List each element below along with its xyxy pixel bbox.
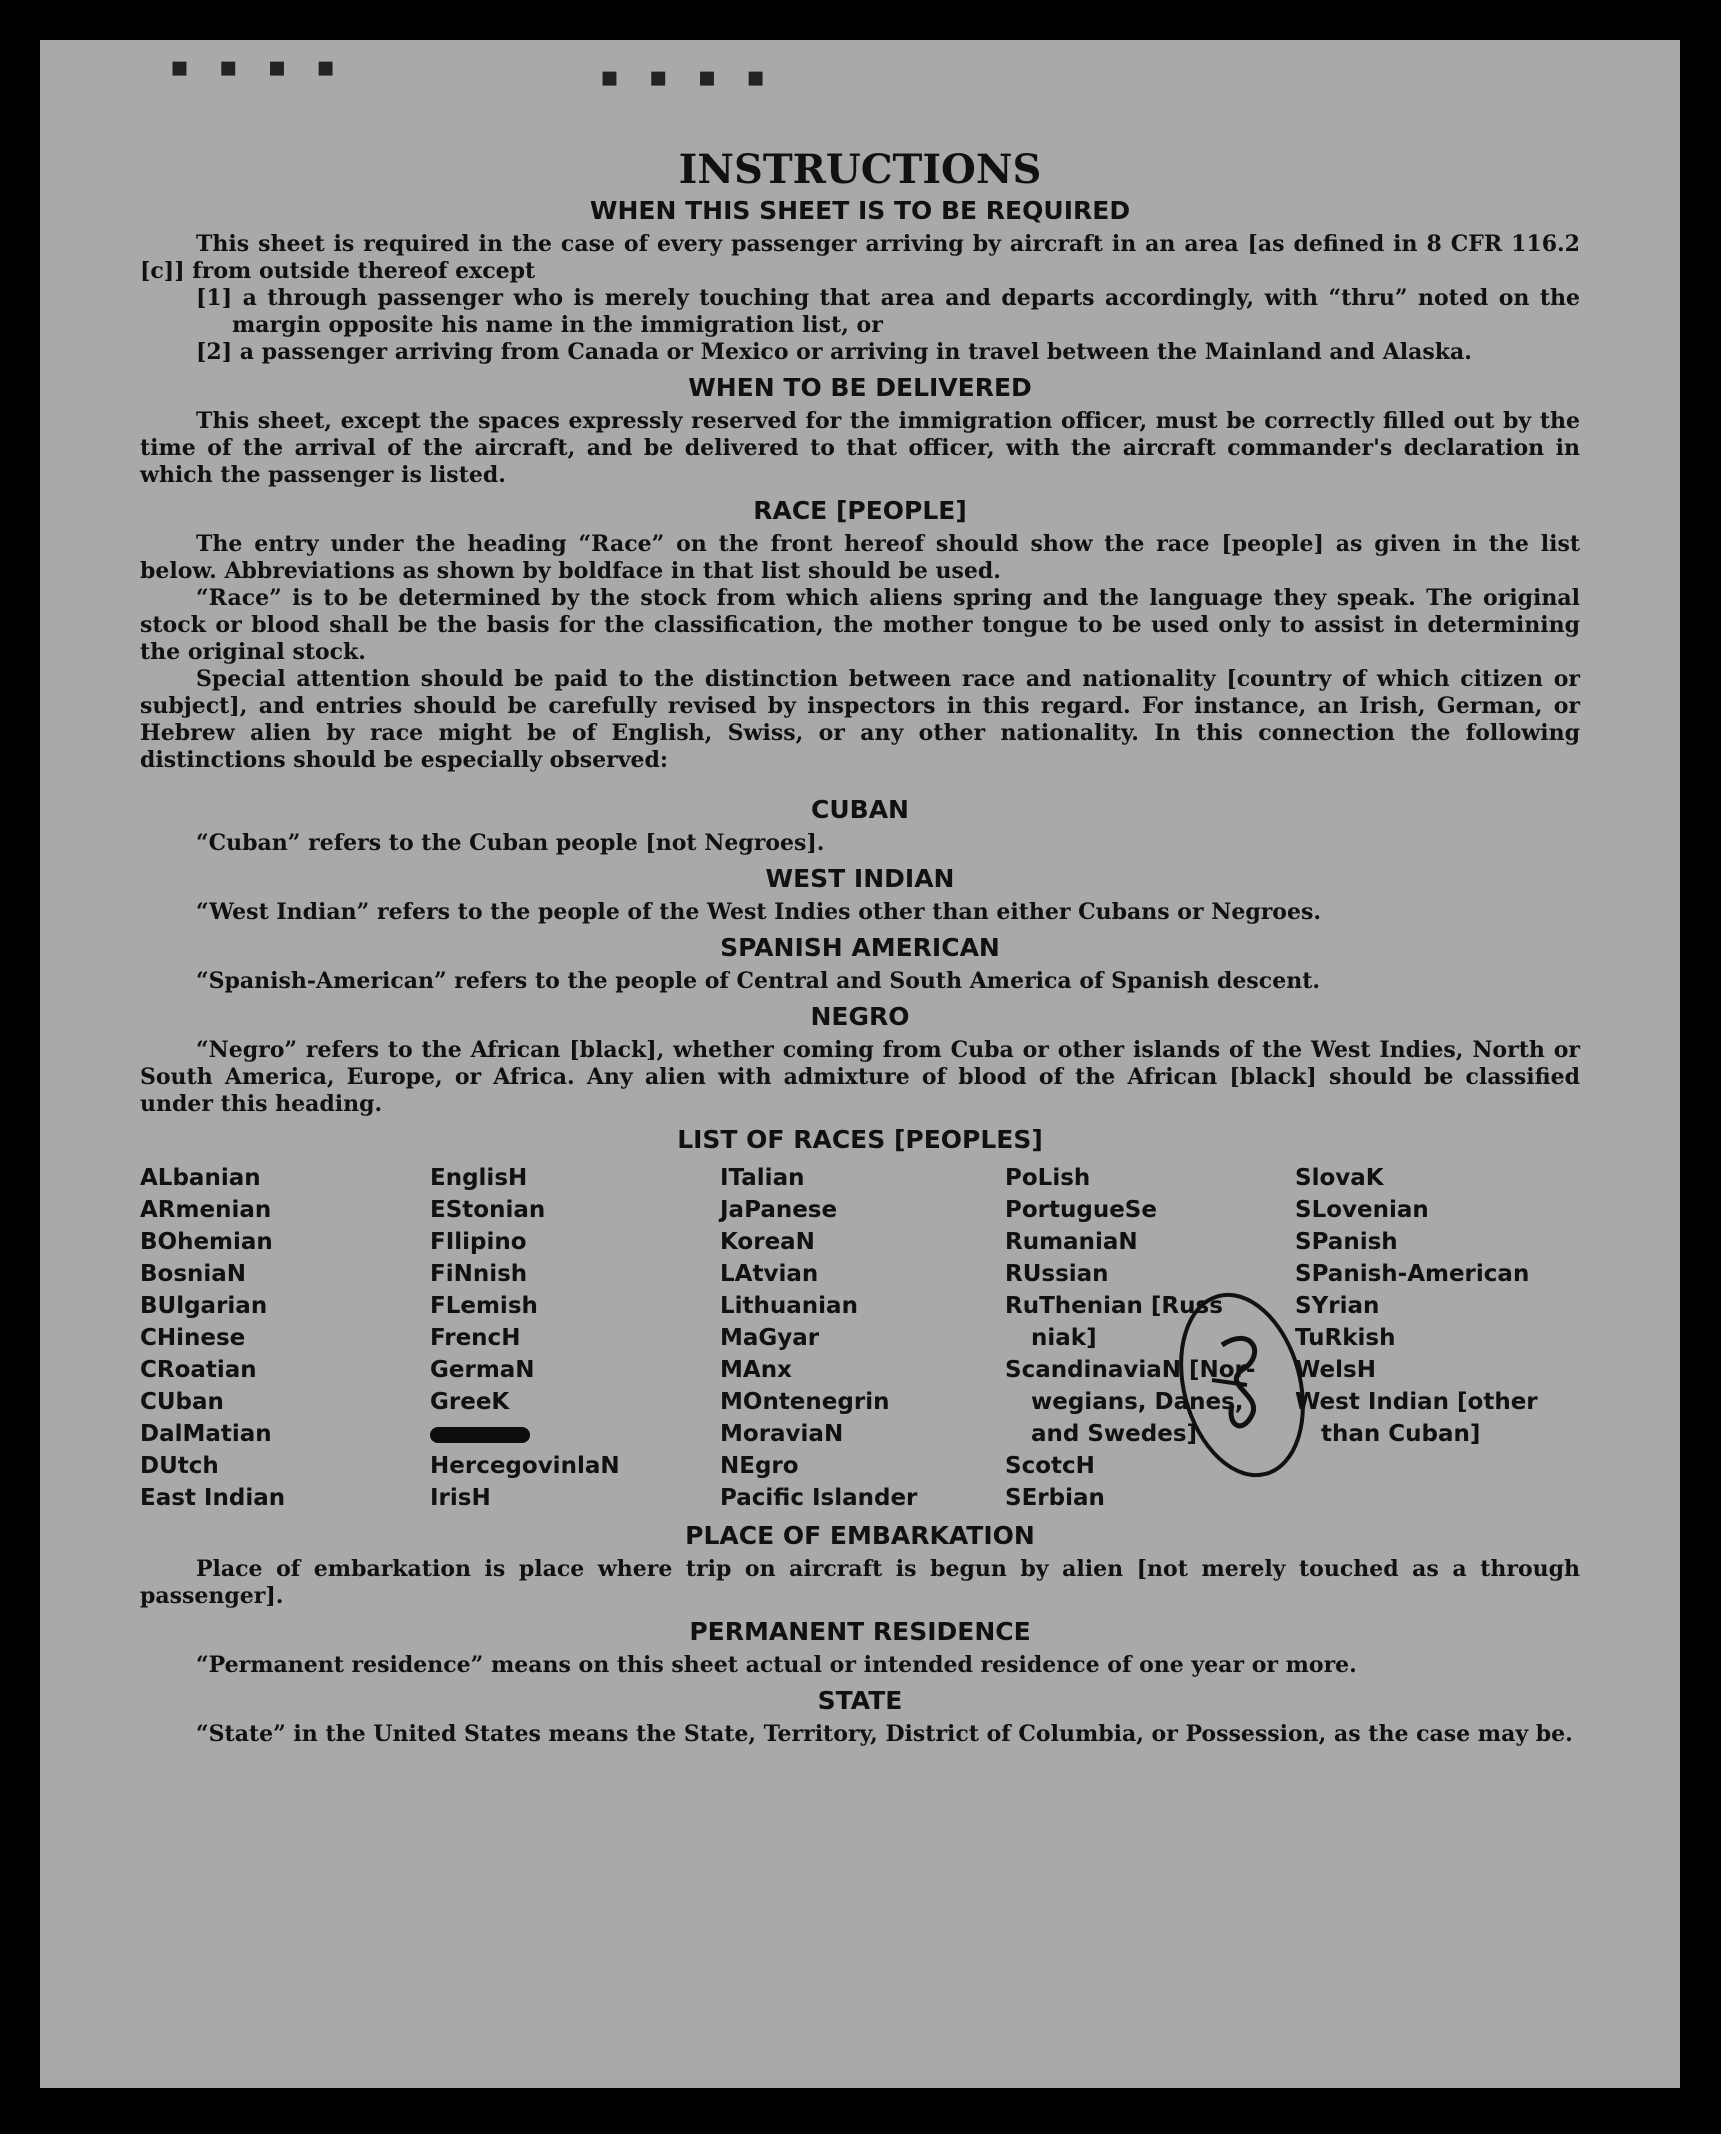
document-page: [40, 40, 1680, 2088]
heading-place-of-embarkation: PLACE OF EMBARKATION: [685, 1521, 1035, 1550]
race-item: EStonian: [430, 1197, 546, 1223]
race-item: RuThenian [Russ: [1005, 1293, 1223, 1319]
heading-race: RACE [PEOPLE]: [753, 496, 967, 525]
para-place-of-embarkation: Place of embarkation is place where trip on aircraft is begun by alien [not merely touched as a through passenger].: [140, 1556, 1580, 1609]
exception-2: [2] a passenger arriving from Canada or Mexico or arriving in travel between the Mainland and Alaska.: [196, 339, 1472, 365]
scan-specks-left: ▪ ▪ ▪ ▪: [170, 50, 346, 83]
heading-list-of-races: LIST OF RACES [PEOPLES]: [677, 1125, 1043, 1154]
race-item: West Indian [other: [1295, 1389, 1538, 1415]
para-west-indian: “West Indian” refers to the people of the West Indies other than either Cubans or Negroes.: [196, 899, 1322, 925]
race-item: GreeK: [430, 1389, 510, 1415]
race-item: RumaniaN: [1005, 1229, 1138, 1255]
races-column-5: [1295, 1162, 1575, 1514]
para-race-3: Special attention should be paid to the distinction between race and nationality [country of which citizen or subject], and entries should be carefully revised by inspectors in this regard. For instance, an Irish, German, or Hebrew alien by race might be of English, Swiss, or any other nationality. In this connection the following distinctions should be especially observed:: [140, 666, 1580, 773]
race-item: CRoatian: [140, 1357, 257, 1383]
para-spanish-american: “Spanish-American” refers to the people of Central and South America of Spanish descent.: [196, 968, 1321, 994]
race-item: KoreaN: [720, 1229, 815, 1255]
race-item: PoLish: [1005, 1165, 1091, 1191]
race-item-continued: wegians, Danes,: [1031, 1389, 1244, 1415]
para-when-delivered: This sheet, except the spaces expressly reserved for the immigration officer, must be correctly filled out by the time of the arrival of the aircraft, and be delivered to that officer, with the aircraft commander's declaration in which the passenger is listed.: [140, 408, 1580, 488]
heading-state: STATE: [817, 1686, 903, 1715]
page-title: INSTRUCTIONS: [678, 146, 1042, 193]
race-item: CHinese: [140, 1325, 246, 1351]
race-item-continued: and Swedes]: [1031, 1421, 1198, 1447]
para-negro: “Negro” refers to the African [black], whether coming from Cuba or other islands of the West Indies, North or South America, Europe, or Africa. Any alien with admixture of blood of the African [black] should be classified under this heading.: [140, 1037, 1580, 1117]
race-item: East Indian: [140, 1485, 286, 1511]
races-column-2: [430, 1162, 720, 1514]
exception-1: [1] a through passenger who is merely touching that area and departs accordingly, with “thru” noted on the margin opposite his name in the immigration list, or: [196, 285, 1580, 338]
race-item: LAtvian: [720, 1261, 819, 1287]
heading-when-required: WHEN THIS SHEET IS TO BE REQUIRED: [589, 196, 1131, 225]
race-item: MOntenegrin: [720, 1389, 890, 1415]
race-item: FLemish: [430, 1293, 538, 1319]
race-item: MAnx: [720, 1357, 792, 1383]
race-item: MaGyar: [720, 1325, 820, 1351]
race-item: TuRkish: [1295, 1325, 1396, 1351]
race-item: ScotcH: [1005, 1453, 1095, 1479]
races-column-1: [140, 1162, 430, 1514]
instructions-content: [140, 145, 1580, 1748]
race-item: SYrian: [1295, 1293, 1380, 1319]
race-item: BOhemian: [140, 1229, 273, 1255]
race-item: FrencH: [430, 1325, 521, 1351]
heading-west-indian: WEST INDIAN: [765, 864, 955, 893]
race-item: SLovenian: [1295, 1197, 1429, 1223]
para-race-1: The entry under the heading “Race” on the front hereof should show the race [people] as given in the list below. Abbreviations as shown by boldface in that list should be used.: [140, 531, 1580, 584]
race-item: Pacific Islander: [720, 1485, 918, 1511]
race-item: HercegovinlaN: [430, 1453, 620, 1479]
scan-specks-center: ▪ ▪ ▪ ▪: [600, 60, 776, 93]
race-item: JaPanese: [720, 1197, 838, 1223]
para-cuban: “Cuban” refers to the Cuban people [not Negroes].: [196, 830, 825, 856]
race-item: BUlgarian: [140, 1293, 268, 1319]
heading-permanent-residence: PERMANENT RESIDENCE: [689, 1617, 1031, 1646]
race-item: ITalian: [720, 1165, 805, 1191]
race-item: DalMatian: [140, 1421, 272, 1447]
race-item: IrisH: [430, 1485, 491, 1511]
race-item: CUban: [140, 1389, 224, 1415]
races-list: [140, 1162, 1580, 1514]
races-column-3: [720, 1162, 1005, 1514]
race-item: FIlipino: [430, 1229, 527, 1255]
race-item: WelsH: [1295, 1357, 1376, 1383]
race-item: ScandinaviaN [Nor-: [1005, 1357, 1256, 1383]
race-item: EnglisH: [430, 1165, 528, 1191]
race-item: ALbanian: [140, 1165, 261, 1191]
race-item: DUtch: [140, 1453, 219, 1479]
race-item: FiNnish: [430, 1261, 528, 1287]
para-state: “State” in the United States means the State, Territory, District of Columbia, or Possession, as the case may be.: [196, 1721, 1573, 1747]
heading-negro: NEGRO: [810, 1002, 910, 1031]
race-item: SPanish: [1295, 1229, 1398, 1255]
para-when-required: This sheet is required in the case of every passenger arriving by aircraft in an area [as defined in 8 CFR 116.2 [c]] from outside thereof except: [140, 231, 1580, 284]
para-race-2: “Race” is to be determined by the stock from which aliens spring and the language they speak. The original stock or blood shall be the basis for the classification, the mother tongue to be used only to assist in determining the original stock.: [140, 585, 1580, 665]
race-item: Lithuanian: [720, 1293, 858, 1319]
heading-when-delivered: WHEN TO BE DELIVERED: [688, 373, 1032, 402]
handwritten-mark-icon: [1172, 1285, 1322, 1485]
heading-cuban: CUBAN: [811, 795, 909, 824]
race-item: SErbian: [1005, 1485, 1105, 1511]
race-item: SPanish-American: [1295, 1261, 1530, 1287]
para-permanent-residence: “Permanent residence” means on this sheet actual or intended residence of one year or more.: [196, 1652, 1357, 1678]
race-item: MoraviaN: [720, 1421, 844, 1447]
race-item-continued: than Cuban]: [1321, 1421, 1481, 1447]
race-item: NEgro: [720, 1453, 799, 1479]
redacted-entry: [430, 1418, 720, 1450]
race-item: GermaN: [430, 1357, 535, 1383]
race-item: RUssian: [1005, 1261, 1109, 1287]
race-item: PortugueSe: [1005, 1197, 1157, 1223]
race-item: ARmenian: [140, 1197, 272, 1223]
heading-spanish-american: SPANISH AMERICAN: [720, 933, 1000, 962]
race-item: SlovaK: [1295, 1165, 1384, 1191]
race-item: BosniaN: [140, 1261, 247, 1287]
race-item-continued: niak]: [1031, 1325, 1097, 1351]
